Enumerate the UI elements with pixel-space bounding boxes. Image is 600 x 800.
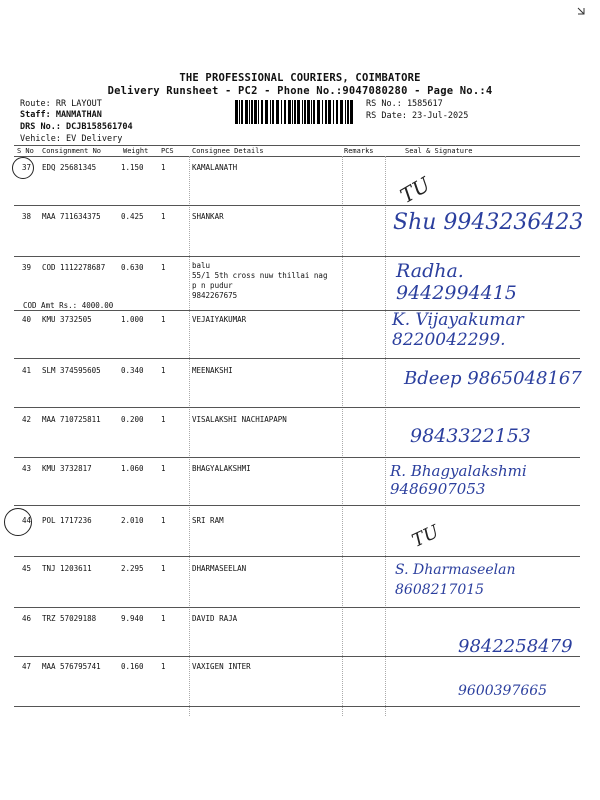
row-weight: 0.160 xyxy=(121,662,144,671)
row-sno: 38 xyxy=(22,212,32,221)
row-weight: 9.940 xyxy=(121,614,144,623)
row-divider xyxy=(14,607,580,608)
row-consignment: TRZ 57029188 xyxy=(42,614,97,623)
row-sno: 39 xyxy=(22,263,32,272)
drs-number: DRS No.: DCJB158561704 xyxy=(20,122,133,132)
row-sno: 44 xyxy=(22,516,32,525)
col-header-seal: Seal & Signature xyxy=(405,147,473,155)
row-consignment: TNJ 1203611 xyxy=(42,564,92,573)
row-sno: 47 xyxy=(22,662,32,671)
row-divider xyxy=(14,556,580,557)
row-pcs: 1 xyxy=(161,163,166,172)
col-header-details: Consignee Details xyxy=(192,147,264,155)
remarks-column-divider xyxy=(342,156,343,716)
row-divider xyxy=(14,457,580,458)
row-weight: 0.200 xyxy=(121,415,144,424)
col-header-consignment: Consignment No xyxy=(42,147,102,155)
col-header-sno: S No xyxy=(17,147,34,155)
handwritten-signature: 9600397665 xyxy=(458,683,548,699)
handwritten-signature: TU xyxy=(408,521,443,552)
row-pcs: 1 xyxy=(161,263,166,272)
row-pcs: 1 xyxy=(161,614,166,623)
handwritten-signature: 9842258479 xyxy=(458,636,573,657)
row-weight: 1.150 xyxy=(121,163,144,172)
handwritten-signature: S. Dharmaseelan 8608217015 xyxy=(395,562,516,598)
row-weight: 0.340 xyxy=(121,366,144,375)
row-consignee-name: DAVID RAJA xyxy=(192,614,238,623)
row-address-line2: p n pudur xyxy=(192,281,233,290)
row-weight: 1.000 xyxy=(121,315,144,324)
barcode-image xyxy=(233,100,355,124)
row-consignee-name: BHAGYALAKSHMI xyxy=(192,464,251,473)
row-consignment: COD 1112278687 xyxy=(42,263,106,272)
handwritten-signature: Radha. 9442994415 xyxy=(396,260,517,304)
row-consignee-name: MEENAKSHI xyxy=(192,366,233,375)
row-consignee-name: VISALAKSHI NACHIAPAPN xyxy=(192,415,287,424)
row-divider xyxy=(14,205,580,206)
row-divider xyxy=(14,505,580,506)
staff-label: Staff: MANMATHAN xyxy=(20,110,102,120)
row-pcs: 1 xyxy=(161,315,166,324)
row-address-line1: 55/1 5th cross nuw thillai nag xyxy=(192,271,328,280)
row-consignee-name: balu xyxy=(192,261,211,270)
route-label: Route: RR LAYOUT xyxy=(20,99,102,109)
table-header-rule xyxy=(14,156,580,157)
row-divider xyxy=(14,358,580,359)
row-consignee-name: DHARMASEELAN xyxy=(192,564,247,573)
handwritten-signature: Bdeep 9865048167 xyxy=(404,368,582,389)
details-column-divider xyxy=(189,156,190,716)
row-phone: 9842267675 xyxy=(192,291,238,300)
row-consignee-name: SHANKAR xyxy=(192,212,224,221)
handwritten-signature: Shu 9943236423 xyxy=(393,210,584,235)
row-weight: 0.630 xyxy=(121,263,144,272)
row-consignment: MAA 576795741 xyxy=(42,662,101,671)
cod-amount: COD Amt Rs.: 4000.00 xyxy=(23,301,114,310)
row-consignee-name: VEJAIYAKUMAR xyxy=(192,315,247,324)
handwritten-circle-mark xyxy=(4,508,32,536)
row-weight: 1.060 xyxy=(121,464,144,473)
vehicle-label: Vehicle: EV Delivery xyxy=(20,134,123,144)
row-sno: 37 xyxy=(22,163,32,172)
row-pcs: 1 xyxy=(161,564,166,573)
rs-number: RS No.: 1585617 xyxy=(366,99,443,109)
handwritten-signature: R. Bhagyalakshmi 9486907053 xyxy=(390,462,527,498)
row-sno: 43 xyxy=(22,464,32,473)
col-header-pcs: PCS xyxy=(161,147,174,155)
row-sno: 42 xyxy=(22,415,32,424)
row-sno: 45 xyxy=(22,564,32,573)
col-header-remarks: Remarks xyxy=(344,147,374,155)
table-top-rule xyxy=(14,145,580,146)
row-weight: 0.425 xyxy=(121,212,144,221)
row-weight: 2.295 xyxy=(121,564,144,573)
row-consignee-name: VAXIGEN INTER xyxy=(192,662,251,671)
handwritten-signature: K. Vijayakumar 8220042299. xyxy=(392,310,524,350)
row-consignment: POL 1717236 xyxy=(42,516,92,525)
corner-mark-icon xyxy=(576,6,586,16)
row-consignee-name: KAMALANATH xyxy=(192,163,238,172)
row-sno: 41 xyxy=(22,366,32,375)
rs-date: RS Date: 23-Jul-2025 xyxy=(366,111,469,121)
company-title: THE PROFESSIONAL COURIERS, COIMBATORE xyxy=(179,72,421,84)
row-consignment: MAA 710725811 xyxy=(42,415,101,424)
handwritten-signature: 9843322153 xyxy=(410,425,531,447)
row-pcs: 1 xyxy=(161,212,166,221)
row-divider xyxy=(14,407,580,408)
row-weight: 2.010 xyxy=(121,516,144,525)
row-consignment: SLM 374595605 xyxy=(42,366,101,375)
row-divider xyxy=(14,256,580,257)
row-sno: 46 xyxy=(22,614,32,623)
row-pcs: 1 xyxy=(161,516,166,525)
seal-column-divider xyxy=(385,156,386,716)
row-divider xyxy=(14,656,580,657)
row-consignment: EDQ 25681345 xyxy=(42,163,97,172)
runsheet-title: Delivery Runsheet - PC2 - Phone No.:9047080280 - Page No.:4 xyxy=(107,85,493,97)
handwritten-signature: TU xyxy=(396,172,435,208)
row-pcs: 1 xyxy=(161,366,166,375)
row-consignee-name: SRI RAM xyxy=(192,516,224,525)
row-pcs: 1 xyxy=(161,415,166,424)
row-pcs: 1 xyxy=(161,662,166,671)
row-consignment: KMU 3732505 xyxy=(42,315,92,324)
row-consignment: KMU 3732817 xyxy=(42,464,92,473)
row-divider xyxy=(14,706,580,707)
row-sno: 40 xyxy=(22,315,32,324)
row-pcs: 1 xyxy=(161,464,166,473)
row-consignment: MAA 711634375 xyxy=(42,212,101,221)
col-header-weight: Weight xyxy=(123,147,149,155)
handwritten-circle-mark xyxy=(12,157,34,179)
